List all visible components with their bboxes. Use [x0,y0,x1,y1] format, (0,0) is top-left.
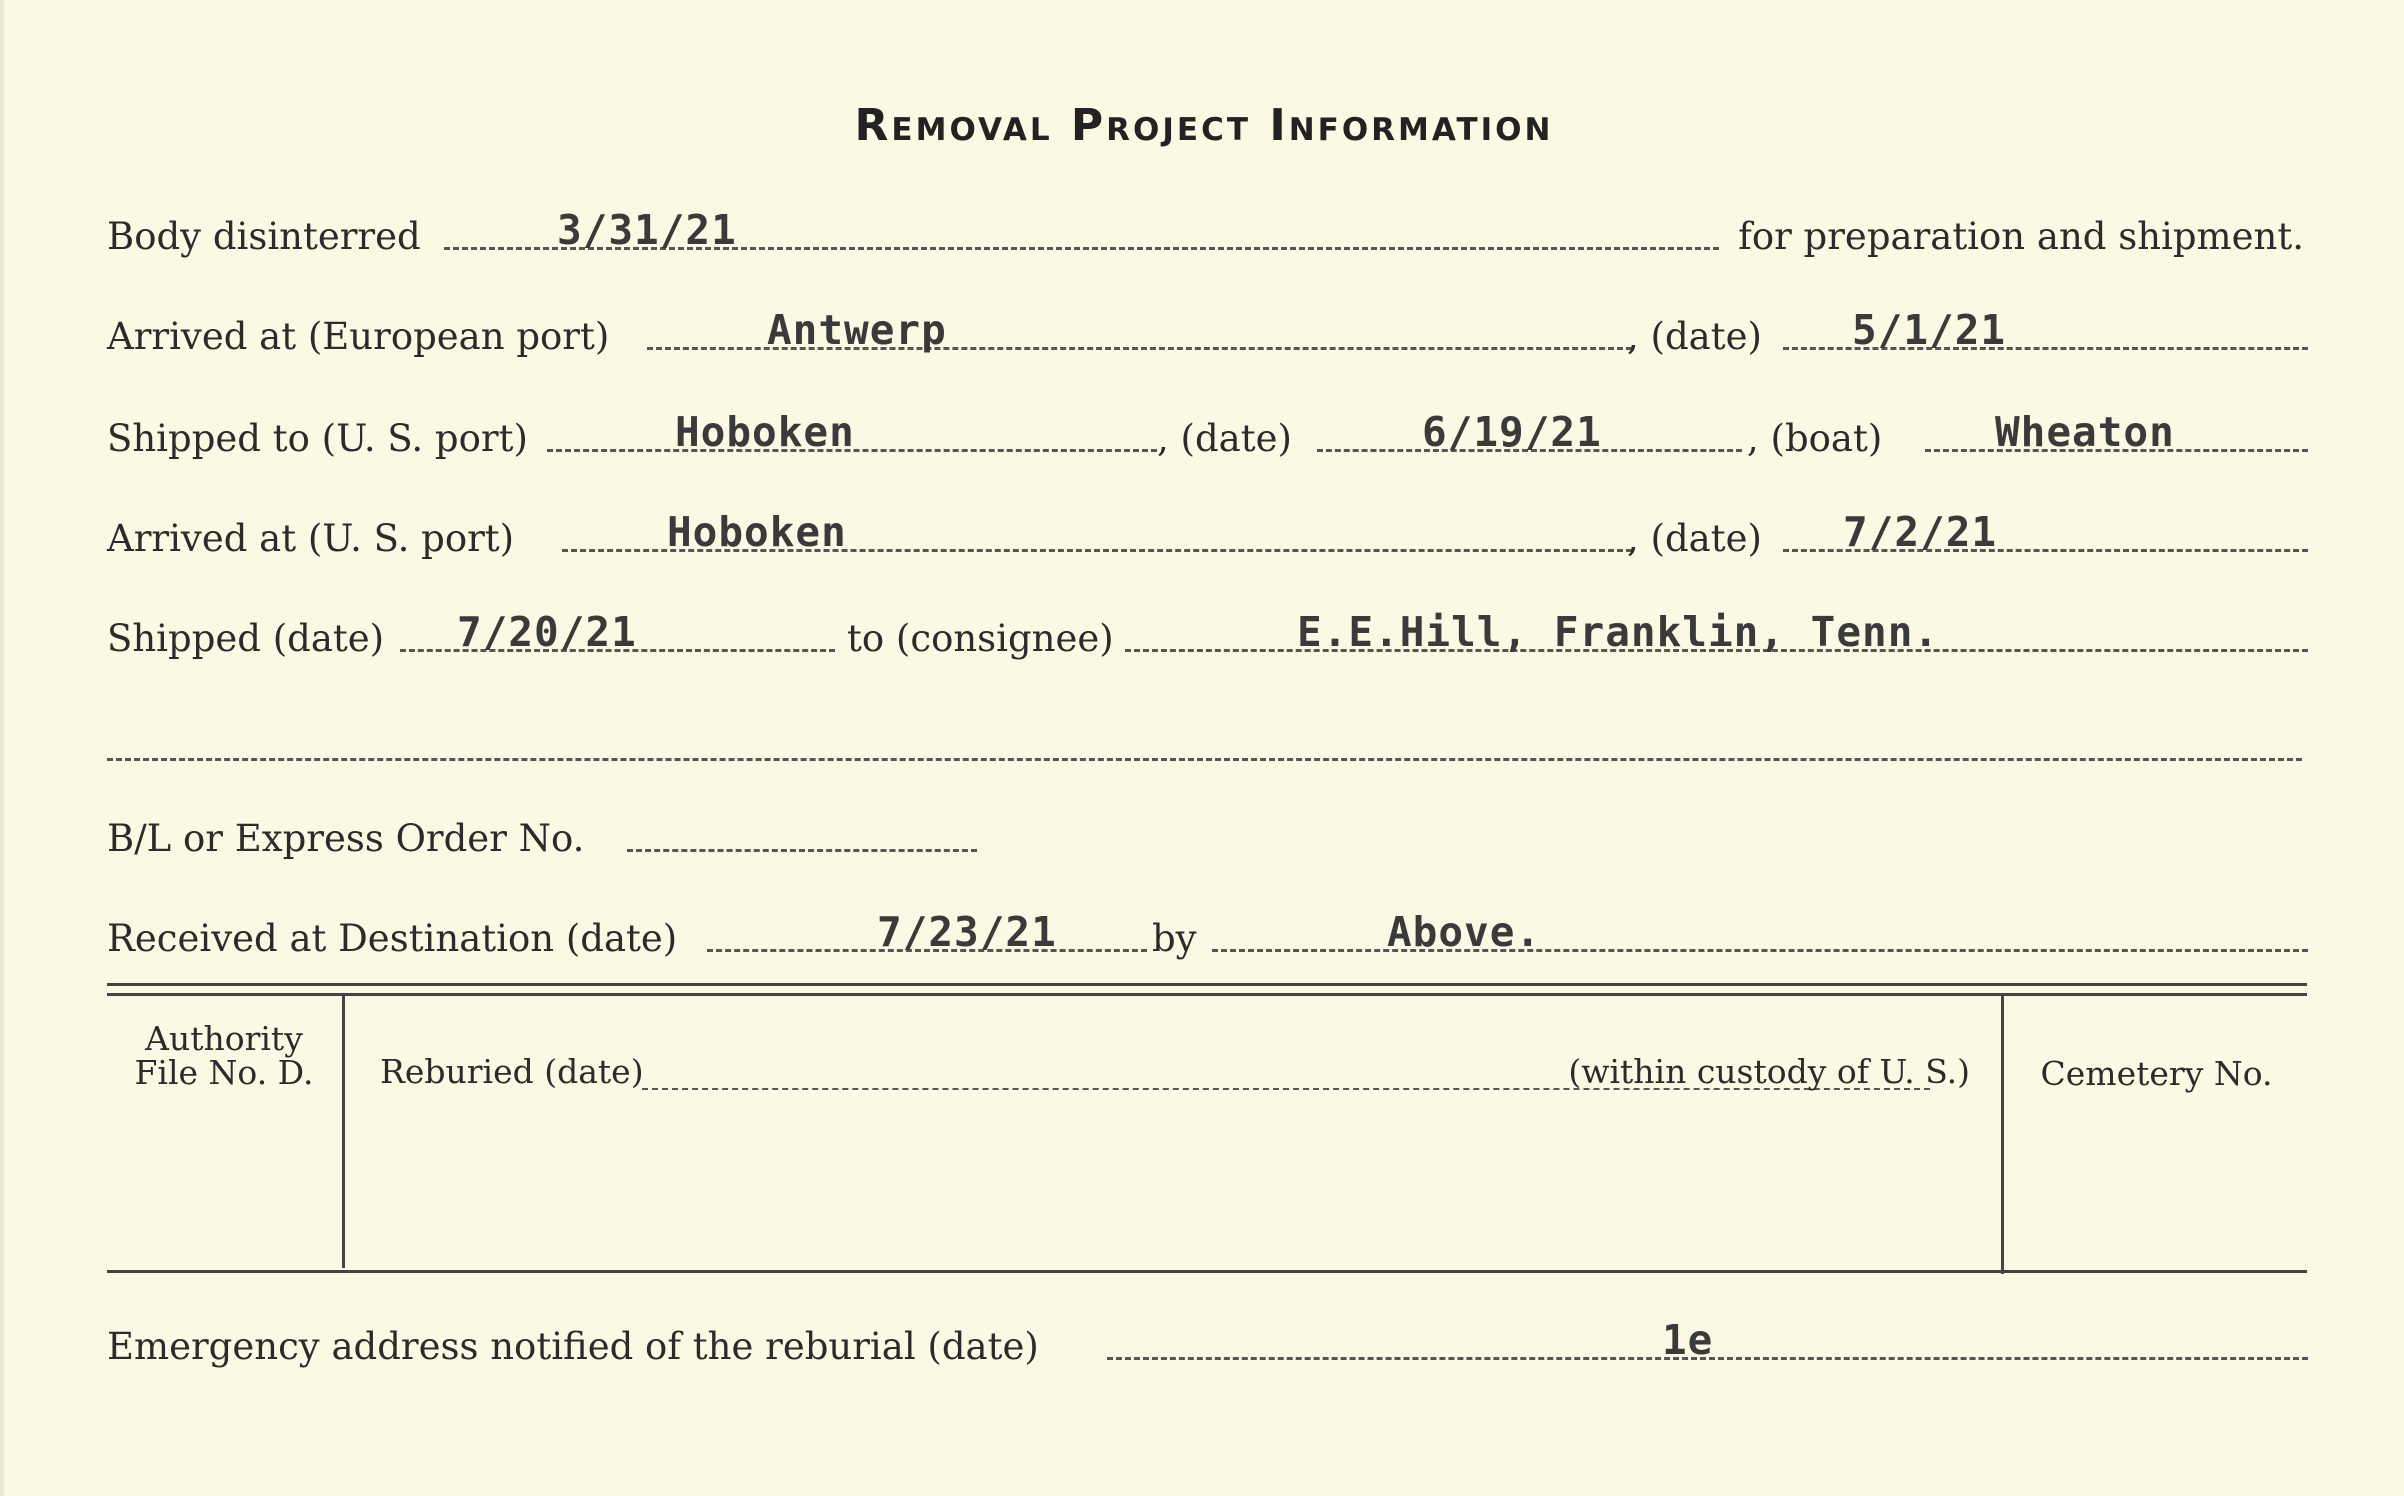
row-shipped-date [107,608,2304,670]
received-label: Received at Destination (date) [107,917,678,960]
consignee-value: E.E.Hill, Franklin, Tenn. [1297,608,1940,656]
row-bl [107,814,2304,870]
shipped-us-date-value: 6/19/21 [1422,408,1602,456]
table-top-rule [107,983,2307,986]
shipped-date-label: Shipped (date) [107,617,385,660]
row-emergency [107,1316,2304,1378]
boat-label: , (boat) [1747,417,1883,460]
row-received [107,908,2304,970]
shipped-us-value: Hoboken [675,408,855,456]
dotted-line [1212,949,2308,952]
arrived-us-date-label: , (date) [1627,517,1762,560]
bl-label: B/L or Express Order No. [107,817,585,860]
card-title: Removal Project Information [854,100,1554,151]
by-label: by [1152,917,1197,960]
body-disinterred-suffix: for preparation and shipment. [1738,215,2304,258]
continuation-line [107,758,2302,761]
table-top-rule-2 [107,993,2307,996]
body-disinterred-label: Body disinterred [107,215,421,258]
arrived-us-date-value: 7/2/21 [1843,508,1998,556]
custody-label: (within custody of U. S.) [1568,1052,1970,1091]
arrived-eu-date-value: 5/1/21 [1852,306,2007,354]
consignee-label: to (consignee) [847,617,1114,660]
body-disinterred-value: 3/31/21 [557,206,737,254]
reburied-label: Reburied (date) [380,1052,644,1091]
received-value: 7/23/21 [877,908,1057,956]
emergency-value: 1e [1662,1316,1714,1364]
arrived-us-label: Arrived at (U. S. port) [107,517,515,560]
table-bottom-rule [107,1270,2307,1273]
by-value: Above. [1387,908,1542,956]
authority-label: Authority [145,1019,303,1058]
row-arrived-eu [107,306,2304,368]
row-body-disinterred [107,206,2304,268]
row-shipped-us [107,408,2304,470]
table-divider [2001,996,2004,1274]
arrived-eu-date-label: , (date) [1627,315,1762,358]
table-divider [342,996,345,1268]
shipped-us-date-label: , (date) [1157,417,1292,460]
emergency-label: Emergency address notified of the reburial (date) [107,1325,1039,1368]
shipped-us-label: Shipped to (U. S. port) [107,417,528,460]
cemetery-header: Cemetery No. [2040,1054,2273,1093]
arrived-eu-value: Antwerp [767,306,947,354]
arrived-eu-label: Arrived at (European port) [107,315,610,358]
dotted-line [627,849,977,852]
row-arrived-us [107,508,2304,570]
file-no-label: File No. D. [134,1053,314,1092]
reburied-header [380,1052,1970,1096]
shipped-date-value: 7/20/21 [457,608,637,656]
authority-header [114,1019,334,1092]
arrived-us-value: Hoboken [667,508,847,556]
boat-value: Wheaton [1995,408,2175,456]
